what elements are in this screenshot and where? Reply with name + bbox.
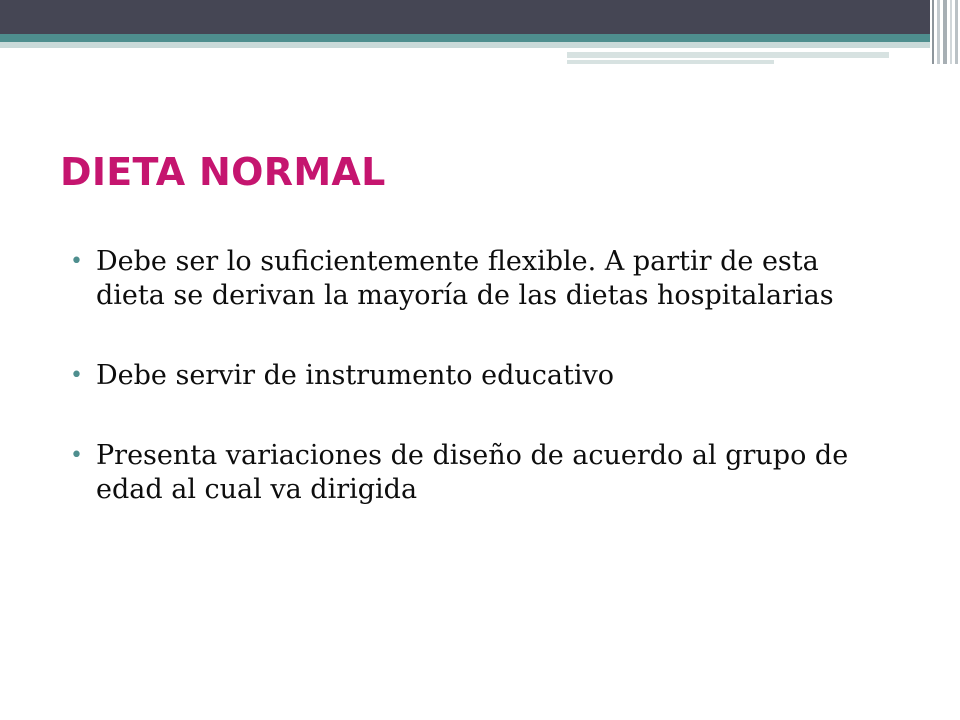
header-dark-band [0, 0, 960, 34]
bullet-text: Presenta variaciones de diseño de acuerdo al grupo de edad al cual va dirigida [96, 440, 849, 505]
bullet-icon: • [70, 443, 83, 468]
header-accent-strip-lower [567, 60, 774, 64]
bullet-item [58, 245, 878, 313]
corner-stripe [943, 0, 947, 64]
header-light-band [0, 42, 930, 48]
bullet-list [58, 245, 878, 507]
slide-title: DIETA NORMAL [60, 150, 386, 194]
bullet-text: Debe ser lo suficientemente flexible. A partir de esta dieta se derivan la mayoría de las dietas hospitalarias [96, 246, 834, 311]
corner-stripes-decoration [930, 0, 960, 64]
bullet-icon: • [70, 363, 83, 388]
bullet-item [58, 439, 878, 507]
bullet-text: Debe servir de instrumento educativo [96, 360, 614, 391]
header-divider-line [567, 49, 889, 51]
corner-stripe [950, 0, 952, 64]
corner-stripe [955, 0, 958, 64]
bullet-icon: • [70, 249, 83, 274]
header-accent-strip-upper [567, 52, 889, 58]
bullet-item [58, 359, 878, 393]
corner-stripe [937, 0, 940, 64]
header-teal-band [0, 34, 930, 42]
corner-stripe [932, 0, 934, 64]
